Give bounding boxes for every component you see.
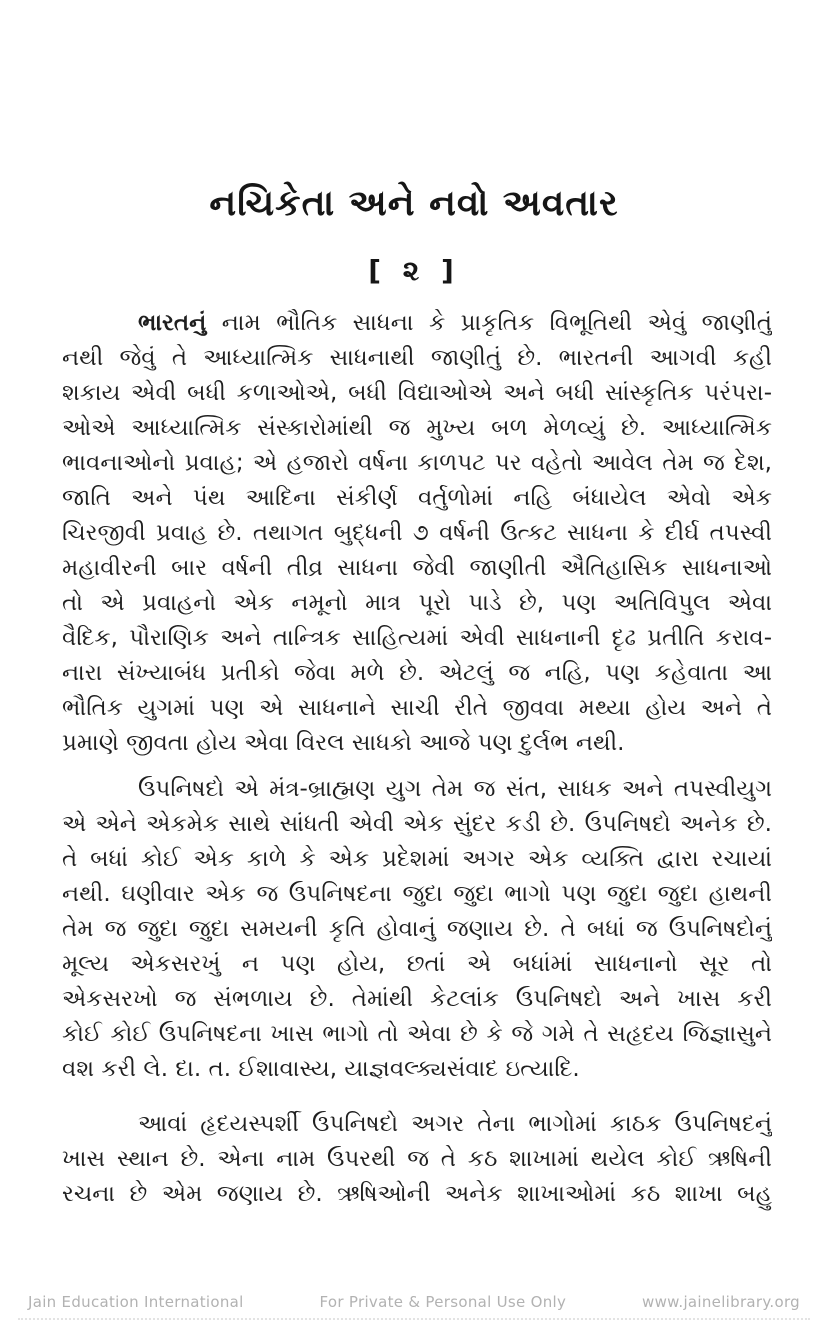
text-line: જાતિ અને પંથ આદિના સંકીર્ણ વર્તુળોમાં નહિ બંધાયેલ એવો એક: [62, 485, 772, 511]
scan-artifact-line: [18, 1318, 810, 1320]
text-line: ઓએ આધ્યાત્મિક સંસ્કારોમાંથી જ મુખ્ય બળ મેળવ્યું છે. આધ્યાત્મિક: [62, 415, 772, 441]
text-line: નારા સંખ્યાબંધ પ્રતીકો જેવા મળે છે. એટલું જ નહિ, પણ કહેવાતા આ: [62, 660, 772, 686]
text-line: તે બધાં કોઈ એક કાળે કે એક પ્રદેશમાં અગર એક વ્યક્તિ દ્વારા રચાયાં: [62, 846, 772, 872]
text-line: [62, 306, 772, 341]
text-line: આવાં હૃદયસ્પર્શી ઉપનિષદો અગર તેના ભાગોમાં કાઠક ઉપનિષદનું: [138, 1111, 772, 1137]
body-paragraph-3: [62, 1107, 772, 1212]
text-line: મહાવીરની બાર વર્ષની તીવ્ર સાધના જેવી જાણીતી ઐતિહાસિક સાધનાઓ: [62, 555, 772, 581]
text-line: તો એ પ્રવાહનો એક નમૂનો માત્ર પૂરો પાડે છે, પણ અતિવિપુલ એવા: [62, 590, 772, 616]
text-line: વૈદિક, પૌરાણિક અને તાન્ત્રિક સાહિત્યમાં એવી સાધનાની દૃઢ પ્રતીતિ કરાવ-: [62, 625, 772, 651]
text-line: ખાસ સ્થાન છે. એના નામ ઉપરથી જ તે કઠ શાખામાં થયેલ કોઈ ઋષિની: [62, 1146, 772, 1172]
page-footer: [0, 1293, 828, 1311]
text-line: ચિરજીવી પ્રવાહ છે. તથાગત બુદ્ધની ૭ વર્ષની ઉત્કટ સાધના કે દીર્ઘ તપસ્વી: [62, 520, 772, 546]
text-line: નથી જેવું તે આધ્યાત્મિક સાધનાથી જાણીતું છે. ભારતની આગવી કહી: [62, 345, 772, 371]
paragraph-lines: [62, 341, 772, 761]
body-paragraph-2: [62, 772, 772, 1087]
text-line: કોઈ કોઈ ઉપનિષદના ખાસ ભાગો તો એવા છે કે જે ગમે તે સહૃદય જિજ્ઞાસુને: [62, 1021, 772, 1047]
footer-website: www.jainelibrary.org: [642, 1293, 800, 1311]
text-line: મૂલ્ય એકસરખું ન પણ હોય, છતાં એ બધાંમાં સાધનાનો સૂર તો: [62, 951, 772, 977]
text-line: ઉપનિષદો એ મંત્ર-બ્રાહ્મણ યુગ તેમ જ સંત, સાધક અને તપસ્વીયુગ: [138, 776, 772, 802]
paragraph-lead-word: ભારતનું: [138, 310, 207, 336]
footer-publisher: Jain Education International: [28, 1293, 244, 1311]
text-line: વશ કરી લે. દા. ત. ઈશાવાસ્ય, યાજ્ઞવલ્ક્યસંવાદ ઇત્યાદિ.: [62, 1056, 580, 1082]
paragraph-first-line-rest: નામ ભૌતિક સાધના કે પ્રાકૃતિક વિભૂતિથી એવું જાણીતું: [206, 310, 772, 336]
body-paragraph-1: [62, 306, 772, 761]
footer-usage-note: For Private & Personal Use Only: [319, 1293, 567, 1311]
text-line: નથી. ઘણીવાર એક જ ઉપનિષદના જુદા જુદા ભાગો પણ જુદા જુદા હાથની: [62, 881, 772, 907]
text-line: શકાય એવી બધી કળાઓએ, બધી વિદ્યાઓએ અને બધી સાંસ્કૃતિક પરંપરા-: [62, 380, 772, 406]
paragraph-lines: [62, 1107, 772, 1212]
page-title: નચિકેતા અને નવો અવતાર: [209, 183, 619, 224]
text-line: તેમ જ જુદા જુદા સમયની કૃતિ હોવાનું જણાય છે. તે બધાં જ ઉપનિષદોનું: [62, 916, 772, 942]
text-line: પ્રમાણે જીવતા હોય એવા વિરલ સાધકો આજે પણ દુર્લભ નથી.: [62, 730, 625, 756]
text-line: એકસરખો જ સંભળાય છે. તેમાંથી કેટલાંક ઉપનિષદો અને ખાસ કરી: [62, 986, 772, 1012]
text-line: એ એને એકમેક સાથે સાંધતી એવી એક સુંદર કડી છે. ઉપનિષદો અનેક છે.: [62, 811, 772, 837]
text-line: ભૌતિક યુગમાં પણ એ સાધનાને સાચી રીતે જીવવા મથ્યા હોય અને તે: [62, 695, 772, 721]
text-line: ભાવનાઓનો પ્રવાહ; એ હજારો વર્ષના કાળપટ પર વહેતો આવેલ તેમ જ દેશ,: [62, 450, 772, 476]
text-line: રચના છે એમ જણાય છે. ઋષિઓની અનેક શાખાઓમાં કઠ શાખા બહુ: [62, 1181, 772, 1207]
paragraph-lines: [62, 772, 772, 1087]
section-number: [ ૨ ]: [368, 254, 460, 287]
